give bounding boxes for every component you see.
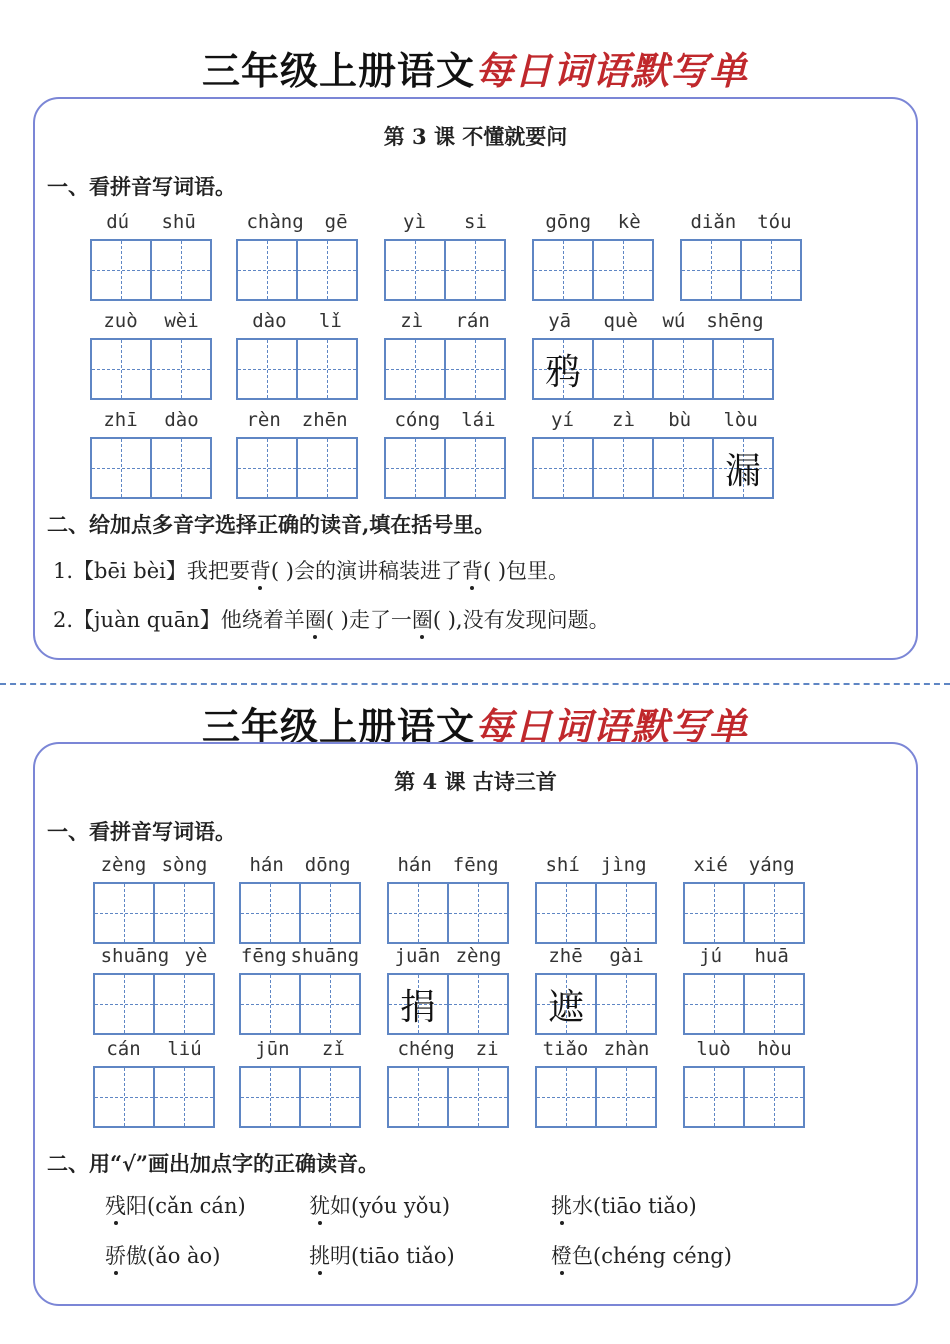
pinyin: zhàn <box>603 1038 650 1060</box>
word-cell <box>384 211 506 301</box>
writing-box[interactable] <box>537 975 595 1033</box>
writing-box[interactable] <box>95 975 153 1033</box>
pinyin: shí <box>545 854 580 876</box>
word-cell <box>532 211 654 301</box>
writing-box[interactable] <box>592 439 652 497</box>
writing-box[interactable] <box>150 241 210 299</box>
word-cell <box>652 409 774 499</box>
writing-box[interactable] <box>685 884 743 942</box>
writing-box[interactable] <box>386 340 444 398</box>
word-cell <box>535 1038 657 1128</box>
section-pinyin-heading: 一、看拼音写词语。 <box>47 819 236 844</box>
pinyin: yā <box>548 310 572 332</box>
word-cell <box>90 211 212 301</box>
question-text: 1.【bēi bèi】我把要 <box>53 559 250 583</box>
writing-box[interactable] <box>740 241 800 299</box>
section-check-heading: 二、用“√”画出加点字的正确读音。 <box>47 1151 379 1176</box>
pinyin: cán <box>106 1038 141 1060</box>
writing-box[interactable] <box>592 340 652 398</box>
writing-box[interactable] <box>299 975 359 1033</box>
dotted-char: 犹 <box>309 1194 330 1218</box>
writing-box[interactable] <box>153 1068 213 1126</box>
word-cell <box>683 945 805 1035</box>
title-black-part: 三年级上册语文 <box>201 704 475 749</box>
writing-box[interactable] <box>241 975 299 1033</box>
word-cell <box>387 1038 509 1128</box>
pinyin: jú <box>699 945 723 967</box>
section-pinyin-heading: 一、看拼音写词语。 <box>47 174 236 199</box>
writing-box[interactable] <box>299 884 359 942</box>
question-text: ( )走了一 <box>325 608 412 632</box>
writing-box[interactable] <box>153 884 213 942</box>
writing-box[interactable] <box>299 1068 359 1126</box>
pinyin: tóu <box>757 211 792 233</box>
pinyin: bù <box>668 409 692 431</box>
pinyin: wèi <box>164 310 199 332</box>
dotted-char: 挑 <box>309 1244 330 1268</box>
pinyin: hòu <box>757 1038 792 1060</box>
pinyin: zèng <box>455 945 502 967</box>
dotted-char: 圈 <box>411 608 433 632</box>
pinyin: què <box>603 310 638 332</box>
writing-box[interactable] <box>92 241 150 299</box>
word-cell <box>93 945 215 1035</box>
writing-box[interactable] <box>444 439 504 497</box>
word-cell <box>384 409 506 499</box>
pinyin: lòu <box>723 409 758 431</box>
choice-item[interactable] <box>309 1190 450 1220</box>
pinyin: yáng <box>748 854 795 876</box>
writing-box[interactable] <box>447 975 507 1033</box>
writing-box[interactable] <box>444 340 504 398</box>
word-cell <box>387 945 509 1035</box>
writing-box[interactable] <box>296 439 356 497</box>
worksheet-lesson-4 <box>0 676 950 1344</box>
pinyin: zǐ <box>321 1038 345 1060</box>
writing-box[interactable] <box>444 241 504 299</box>
writing-box[interactable] <box>296 241 356 299</box>
writing-box[interactable] <box>389 884 447 942</box>
pinyin: lǐ <box>318 310 342 332</box>
dotted-char: 骄 <box>105 1244 126 1268</box>
choice-text: 阳(cǎn cán) <box>126 1194 246 1218</box>
question-text: ( )会的演讲稿装进了 <box>270 559 462 583</box>
pinyin: juān <box>394 945 441 967</box>
writing-box[interactable] <box>534 439 592 497</box>
question-text: 2.【juàn quān】他绕着羊 <box>53 608 305 632</box>
choice-text: 傲(ǎo ào) <box>126 1244 221 1268</box>
writing-box[interactable] <box>447 884 507 942</box>
writing-box[interactable] <box>150 340 210 398</box>
pinyin: shēng <box>706 310 764 332</box>
writing-box[interactable] <box>537 1068 595 1126</box>
word-row-3 <box>35 409 916 499</box>
pinyin: yì <box>403 211 426 233</box>
choice-text: 明(tiāo tiǎo) <box>330 1244 455 1268</box>
word-row-1 <box>35 211 916 301</box>
word-cell <box>532 310 654 400</box>
writing-box[interactable] <box>241 884 299 942</box>
word-cell <box>680 211 802 301</box>
pinyin: lái <box>461 409 496 431</box>
lesson-heading: 第 4 课 古诗三首 <box>394 769 557 794</box>
dotted-char: 背 <box>249 559 271 583</box>
pinyin: zuò <box>103 310 138 332</box>
written-char: 漏 <box>724 451 761 492</box>
worksheet-panel <box>33 742 918 1306</box>
word-cell <box>652 310 774 400</box>
word-cell <box>683 1038 805 1128</box>
pinyin: dú <box>106 211 130 233</box>
pinyin: fēng <box>240 945 287 967</box>
writing-box[interactable] <box>92 439 150 497</box>
writing-box[interactable] <box>241 1068 299 1126</box>
pinyin: zì <box>400 310 424 332</box>
pinyin: hán <box>397 854 432 876</box>
writing-box[interactable] <box>238 340 296 398</box>
pinyin: huā <box>754 945 789 967</box>
word-cell <box>236 211 358 301</box>
lesson-heading: 第 3 课 不懂就要问 <box>383 124 568 149</box>
writing-box[interactable] <box>534 340 592 398</box>
writing-box[interactable] <box>238 241 296 299</box>
choice-text: 色(chéng céng) <box>572 1244 732 1268</box>
writing-box[interactable] <box>654 439 712 497</box>
writing-box[interactable] <box>447 1068 507 1126</box>
title-red-part: 每日词语默写单 <box>475 48 749 93</box>
writing-box[interactable] <box>654 340 712 398</box>
worksheet-title <box>0 40 950 95</box>
word-cell <box>239 1038 361 1128</box>
pinyin: gài <box>609 945 644 967</box>
writing-box[interactable] <box>95 884 153 942</box>
pinyin: gē <box>324 211 348 233</box>
pinyin: dào <box>164 409 199 431</box>
word-row-3 <box>35 1038 916 1128</box>
pinyin: shuāng <box>100 945 170 967</box>
pinyin: cóng <box>394 409 441 431</box>
dotted-char: 橙 <box>551 1244 572 1268</box>
pinyin: chéng <box>397 1038 455 1060</box>
word-cell <box>239 854 361 944</box>
choice-item[interactable] <box>105 1190 246 1220</box>
section-polyphone-heading: 二、给加点多音字选择正确的读音,填在括号里。 <box>47 512 496 537</box>
word-cell <box>90 310 212 400</box>
pinyin: luò <box>696 1038 731 1060</box>
pinyin: yè <box>184 945 208 967</box>
question-text: ( )包里。 <box>482 559 570 583</box>
writing-box[interactable] <box>685 975 743 1033</box>
word-cell <box>236 310 358 400</box>
word-cell <box>384 310 506 400</box>
writing-box[interactable] <box>595 1068 655 1126</box>
writing-box[interactable] <box>92 340 150 398</box>
writing-box[interactable] <box>743 975 803 1033</box>
pinyin: fēng <box>452 854 499 876</box>
word-cell <box>387 854 509 944</box>
word-cell <box>535 945 657 1035</box>
writing-box[interactable] <box>95 1068 153 1126</box>
title-red-part: 每日词语默写单 <box>475 704 749 749</box>
pinyin: shuāng <box>290 945 360 967</box>
pinyin: si <box>464 211 487 233</box>
word-cell <box>683 854 805 944</box>
writing-box[interactable] <box>534 241 592 299</box>
writing-box[interactable] <box>743 884 803 942</box>
choice-item[interactable] <box>105 1240 220 1270</box>
pinyin: shū <box>161 211 196 233</box>
question-1 <box>53 555 569 585</box>
pinyin: yí <box>551 409 574 431</box>
word-cell <box>236 409 358 499</box>
written-char: 捐 <box>399 987 436 1028</box>
writing-box[interactable] <box>712 340 772 398</box>
dotted-char: 背 <box>461 559 483 583</box>
writing-box[interactable] <box>389 1068 447 1126</box>
word-cell <box>239 945 361 1035</box>
pinyin: diǎn <box>690 211 737 233</box>
pinyin: xié <box>693 854 728 876</box>
pinyin: dōng <box>304 854 351 876</box>
writing-box[interactable] <box>537 884 595 942</box>
dotted-char: 残 <box>105 1194 126 1218</box>
pinyin: zèng <box>100 854 147 876</box>
pinyin: zhēn <box>301 409 348 431</box>
choice-item[interactable] <box>309 1240 455 1270</box>
writing-box[interactable] <box>386 439 444 497</box>
pinyin: rán <box>455 310 490 332</box>
choice-text: 如(yóu yǒu) <box>330 1194 451 1218</box>
word-cell <box>532 409 654 499</box>
writing-box[interactable] <box>153 975 213 1033</box>
choice-item[interactable] <box>551 1240 732 1270</box>
writing-box[interactable] <box>743 1068 803 1126</box>
dotted-char: 挑 <box>551 1194 572 1218</box>
writing-box[interactable] <box>296 340 356 398</box>
pinyin: tiǎo <box>542 1038 589 1060</box>
writing-box[interactable] <box>682 241 740 299</box>
writing-box[interactable] <box>595 975 655 1033</box>
question-text: ( ),没有发现问题。 <box>432 608 610 632</box>
choice-text: 水(tiāo tiǎo) <box>572 1194 697 1218</box>
writing-box[interactable] <box>592 241 652 299</box>
written-char: 鸦 <box>544 352 581 393</box>
worksheet-panel <box>33 97 918 660</box>
pinyin: jūn <box>255 1038 290 1060</box>
pinyin: liú <box>167 1038 202 1060</box>
writing-box[interactable] <box>712 439 772 497</box>
pinyin: wú <box>662 310 686 332</box>
word-cell <box>93 854 215 944</box>
writing-box[interactable] <box>389 975 447 1033</box>
pinyin: zi <box>475 1038 499 1060</box>
writing-box[interactable] <box>238 439 296 497</box>
title-black-part: 三年级上册语文 <box>201 48 475 93</box>
pinyin: gōng <box>545 211 592 233</box>
pinyin: jìng <box>600 854 647 876</box>
pinyin: rèn <box>246 409 281 431</box>
writing-box[interactable] <box>386 241 444 299</box>
pinyin: chàng <box>246 211 304 233</box>
pinyin: dào <box>252 310 287 332</box>
word-cell <box>90 409 212 499</box>
pinyin: sòng <box>161 854 208 876</box>
pinyin: zhē <box>548 945 583 967</box>
word-row-1 <box>35 854 916 944</box>
word-cell <box>535 854 657 944</box>
word-row-2 <box>35 310 916 400</box>
pinyin: hán <box>249 854 284 876</box>
question-2 <box>53 604 610 634</box>
pinyin: kè <box>617 211 641 233</box>
writing-box[interactable] <box>595 884 655 942</box>
writing-box[interactable] <box>685 1068 743 1126</box>
word-row-2 <box>35 945 916 1035</box>
written-char: 遮 <box>547 987 584 1028</box>
writing-box[interactable] <box>150 439 210 497</box>
pinyin: zì <box>612 409 635 431</box>
pinyin: zhī <box>103 409 138 431</box>
dotted-char: 圈 <box>304 608 326 632</box>
choice-item[interactable] <box>551 1190 697 1220</box>
word-cell <box>93 1038 215 1128</box>
